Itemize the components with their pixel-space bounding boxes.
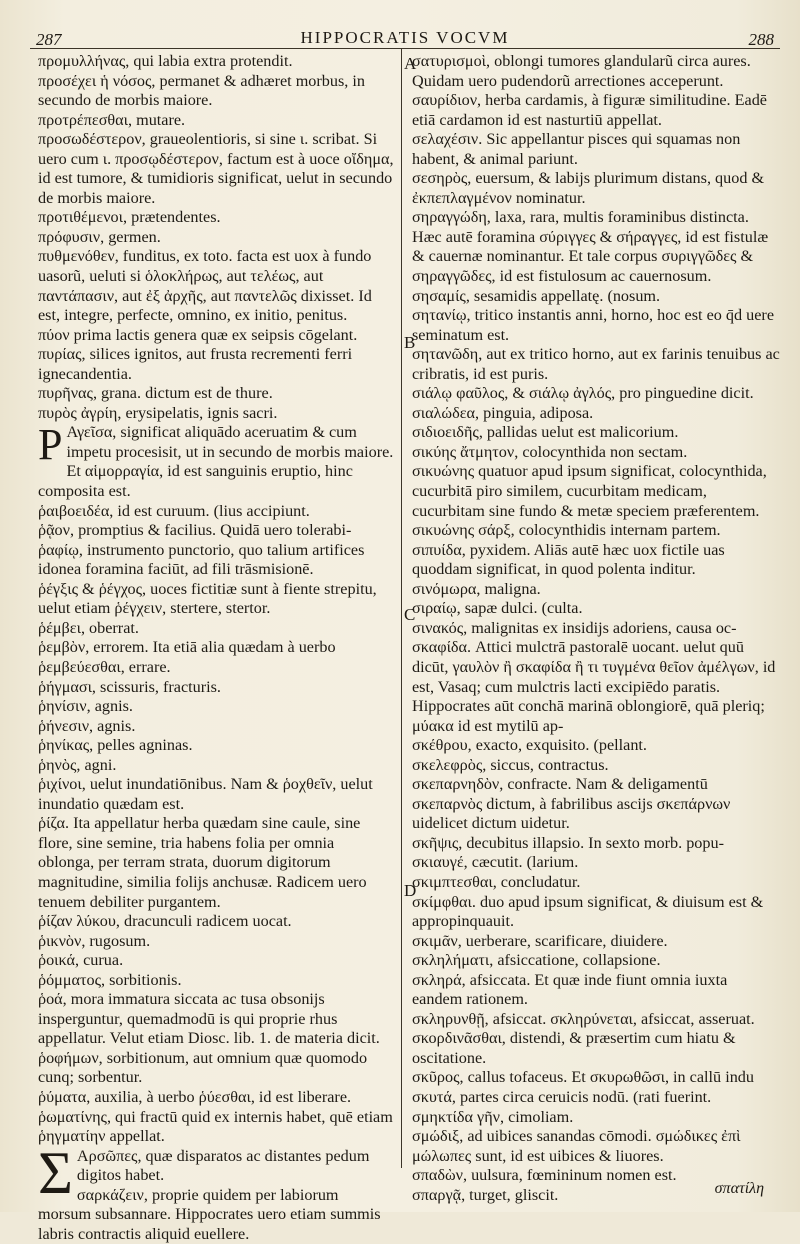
dictionary-entry: σιαλώδεα, pinguia, adiposa. [412, 403, 594, 422]
dictionary-entry: σικυώνης quatuor apud ipsum significat, colocynthida, cucurbitā piro similem, cucurbitam medicam, cucurbitam sine fundo & metæ speciem præferentem. [412, 462, 767, 520]
dictionary-entry: σητανῶδη, aut ex tritico horno, aut ex farinis tenuibus ac cribratis, id est puris. [412, 345, 780, 383]
dictionary-entry: σκῆψις, decubitus illapsio. In sexto morb. popu- [412, 833, 724, 852]
folio-number-right: 288 [748, 30, 774, 49]
decorated-initial: P [38, 420, 63, 470]
dictionary-entry: ῥιχίνοι, uelut inundatiōnibus. Nam & ῥοχθεῖν, uelut inundatio quædam est. [38, 775, 373, 813]
dictionary-entry: ῥίζαν λύκου, dracunculi radicem uocat. [38, 912, 292, 931]
catchword: σπατίλη [714, 1180, 764, 1197]
dictionary-entry: σκιαυγέ, cæcutit. (larium. [412, 853, 579, 872]
dictionary-entry: σκέθρου, exacto, exquisito. (pellant. [412, 736, 647, 755]
right-column [412, 52, 780, 1205]
dictionary-entry: σπαργᾷ, turget, gliscit. [412, 1185, 559, 1204]
dictionary-entry: πυρίας, silices ignitos, aut frusta recrementi ferri ignecandentia. [38, 345, 353, 383]
dictionary-entry: σινόμωρα, maligna. [412, 579, 541, 598]
dictionary-entry: ῥοφήμων, sorbitionum, aut omnium quæ quomodo cunq; sorbentur. [38, 1048, 368, 1087]
dictionary-entry: σκῦρος, callus tofaceus. Et σκυρωθῶσι, in callū indu [412, 1068, 754, 1087]
dictionary-entry: ῥαιβοειδέα, id est curuum. (lius accipiunt. [38, 501, 310, 520]
dictionary-entry: σικυώνης σάρξ, colocynthidis internam partem. [412, 521, 721, 540]
dictionary-entry: πυθμενόθεν, funditus, ex toto. facta est uox à fundo uasorũ, ueluti si ὁλοκλήρως, aut τελέως, aut παντάπασιν, aut ἐξ ἀρχῆς, aut παντελῶς dixisset. Id est, integre, perfecte, omnino, ex initio, penitus. [38, 247, 372, 325]
dictionary-entry: ῥηνίκας, pelles agninas. [38, 736, 193, 755]
dictionary-entry: ῥοά, mora immatura siccata ac tusa obsonijs insperguntur, quemadmodū is qui proprie rhus appellatur. Velut etiam Diosc. lib. 1. de materia dicit. [38, 990, 380, 1048]
dictionary-entry: ῥήγμασι, scissuris, fracturis. [38, 677, 221, 696]
dictionary-entry: πυρὸς ἀγρίη, erysipelatis, ignis sacri. [38, 403, 278, 422]
dictionary-entry: σπαδὼν, uulsura, fœmininum nomen est. [412, 1166, 677, 1185]
dictionary-entry: ῥέγξις & ῥέγχος, uoces fictitiæ sunt à fiente strepitu, uelut etiam ῥέγχειν, stertere, stertor. [38, 579, 377, 618]
dictionary-entry: σκληλήματι, afsiccatione, collapsione. [412, 951, 661, 970]
dictionary-entry: Σ Αρσῶπες, quæ disparatos ac distantes pedum digitos habet. [38, 1139, 370, 1206]
decorated-initial: Σ [38, 1139, 73, 1206]
dictionary-entry: σκίμφθαι. duo apud ipsum significat, & diuisum est & appropinquauit. [412, 892, 764, 931]
dictionary-entry: ῥικνὸν, rugosum. [38, 931, 151, 950]
dictionary-entry: σητανίῳ, tritico instantis anni, horno, hoc est eo q̄d uere seminatum est. [412, 306, 774, 344]
dictionary-entry: πυρῆνας, grana. dictum est de thure. [38, 384, 273, 403]
column-divider [401, 48, 402, 1168]
dictionary-entry: ῥηνίσιν, agnis. [38, 697, 133, 716]
margin-letter-b: B [404, 333, 416, 352]
left-column [38, 52, 394, 1244]
dictionary-entry: σκυτά, partes circa ceruicis nodū. (rati fuerint. [412, 1087, 712, 1106]
dictionary-entry: σκαφίδα. Attici mulctrā pastoralē uocant. uelut quū dicūt, γαυλὸν ἢ σκαφίδα ἢ τι τυγμένα θεῖον ἀμέλγων, id est, Vasaq; cum mulctris lacti excipiēdo paratis. Hippocrates aūt conchā marinā oblongiorē, quā pleriq; μύακα id est mytilū ap- [412, 638, 776, 735]
dictionary-entry: σκορδινᾶσθαι, distendi, & præsertim cum hiatu & oscitatione. [412, 1029, 736, 1067]
dictionary-entry: σκεπαρνηδὸν, confracte. Nam & deligamentū σκεπαρνὸς dictum, à fabrilibus ascijs σκεπάρνων uidelicet dictum uidetur. [412, 775, 731, 833]
margin-letter-d: D [404, 881, 417, 900]
dictionary-entry: σιπυίδα, pyxidem. Aliās autē hæc uox fictile uas quoddam significat, in quod polenta inditur. [412, 540, 725, 579]
dictionary-entry: σικύης ἄτμητον, colocynthida non sectam. [412, 442, 688, 461]
dictionary-entry: σκελεφρὸς, siccus, contractus. [412, 755, 609, 774]
dictionary-entry: P Αγεῖσα, significat aliquādo aceruatim & cum impetu procesisit, ut in secundo de morbis maiore. Et αἱμορραγία, id est sanguinis eruptio, hinc composita est. [38, 420, 394, 501]
dictionary-entry: ῥωματίνης, qui fractū quid ex internis habet, quē etiam ῥηγματίην appellat. [38, 1107, 393, 1146]
dictionary-entry: ῥηνὸς, agni. [38, 755, 117, 774]
dictionary-entry: σιδιοειδῆς, pallidas uelut est malicorium. [412, 423, 679, 442]
dictionary-entry: ῥήνεσιν, agnis. [38, 716, 136, 735]
dictionary-entry: ῥίζα. Ita appellatur herba quædam sine caule, sine flore, sine semine, tria habens folia per omnia oblonga, per terram strata, duorum digitorum magnitudine, similia folijs anchusæ. Radicem uero tenuem debiliter purgantem. [38, 814, 367, 911]
dictionary-entry: σκιμπτεσθαι, concludatur. [412, 872, 581, 891]
dictionary-entry: ῥοικά, curua. [38, 951, 124, 970]
dictionary-entry: σαυρίδιον, herba cardamis, à figuræ similitudine. Eadē etiā cardamon id est nasturtiū appellat. [412, 91, 767, 129]
dictionary-entry: προσέχει ἡ νόσος, permanet & adhæret morbus, in secundo de morbis maiore. [38, 71, 365, 110]
dictionary-entry: σελαχέσιν. Sic appellantur pisces qui squamas non habent, & animal pariunt. [412, 130, 741, 168]
dictionary-entry: σηραγγώδη, laxa, rara, multis foraminibus distincta. Hæc autē foramina σύριγγες & σήραγγες, id est fistulæ & cauernæ nominantur. Et tale corpus συριγγῶδες & σηραγγῶδες, id est fistulosum ac cauernosum. [412, 208, 769, 286]
dictionary-entry: σκληρυνθῇ, afsiccat. σκληρύνεται, afsiccat, asseruat. [412, 1009, 755, 1028]
header-rule [30, 48, 780, 49]
dictionary-entry: σιραίῳ, sapæ dulci. (culta. [412, 599, 583, 618]
dictionary-entry: πύον prima lactis genera quæ ex seipsis cōgelant. [38, 325, 358, 344]
dictionary-entry: προτρέπεσθαι, mutare. [38, 110, 186, 129]
dictionary-entry: σιάλῳ φαῦλος, & σιάλῳ ἀγλός, pro pinguedine dicit. [412, 384, 754, 403]
dictionary-entry: σινακός, malignitas ex insidijs adoriens, causa oc- [412, 618, 737, 637]
margin-letter-a: A [404, 54, 417, 73]
margin-letter-c: C [404, 605, 416, 624]
folio-number-left: 287 [36, 30, 62, 49]
dictionary-entry: ῥεμβὸν, errorem. Ita etiā alia quædam à uerbo ῥεμβεύεσθαι, errare. [38, 638, 336, 676]
dictionary-entry: σαρκάζειν, proprie quidem per labiorum morsum subsannare. Hippocrates uero etiam summis labris contractis aliquid euellere. [38, 1185, 381, 1243]
dictionary-entry: σατυρισμοὶ, oblongi tumores glandularũ circa aures. Quidam uero pudendorũ arrectiones acceperunt. [412, 52, 751, 90]
dictionary-entry: προμυλλήνας, qui labia extra protendit. [38, 52, 293, 70]
dictionary-entry: σεσηρὸς, euersum, & labijs plurimum distans, quod & ἐκπεπλαγμένον nominatur. [412, 169, 765, 207]
dictionary-entry: ῥύματα, auxilia, à uerbo ῥύεσθαι, id est liberare. [38, 1087, 352, 1106]
dictionary-entry: σκιμᾶν, uerberare, scarificare, diuidere. [412, 931, 668, 950]
running-title: HIPPOCRATIS VOCVM [300, 28, 510, 47]
page-header [32, 26, 778, 50]
dictionary-entry: προσωδέστερον, graueolentioris, si sine ι. scribat. Si uero cum ι. προσῳδέστερον, factum est à uoce οἴδημα, id est tumore, & tumidioris significat, uelut in secundo de morbis maiore. [38, 130, 394, 207]
dictionary-entry: ῥέμβει, oberrat. [38, 618, 139, 637]
dictionary-entry: σμηκτίδα γῆν, cimoliam. [412, 1107, 574, 1126]
dictionary-entry: ῥᾷον, promptius & facilius. Quidā uero tolerabi- [38, 521, 352, 540]
dictionary-entry: ῥαφίῳ, instrumento punctorio, quo talium artifices idonea foramina faciūt, ad fili trāsmisionē. [38, 540, 365, 579]
dictionary-entry: σμώδιξ, ad uibices sanandas cōmodi. σμώδικες ἐπὶ μώλωπες sunt, id est uibices & liuores. [412, 1127, 741, 1165]
dictionary-entry: πρόφυσιν, germen. [38, 227, 161, 246]
dictionary-entry: σησαμίς, sesamidis appellatę. (nosum. [412, 286, 661, 305]
dictionary-entry: προτιθέμενοι, prætendentes. [38, 208, 221, 227]
dictionary-entry: σκληρά, afsiccata. Et quæ inde fiunt omnia iuxta eandem rationem. [412, 970, 728, 1009]
dictionary-entry: ῥόμματος, sorbitionis. [38, 970, 182, 989]
